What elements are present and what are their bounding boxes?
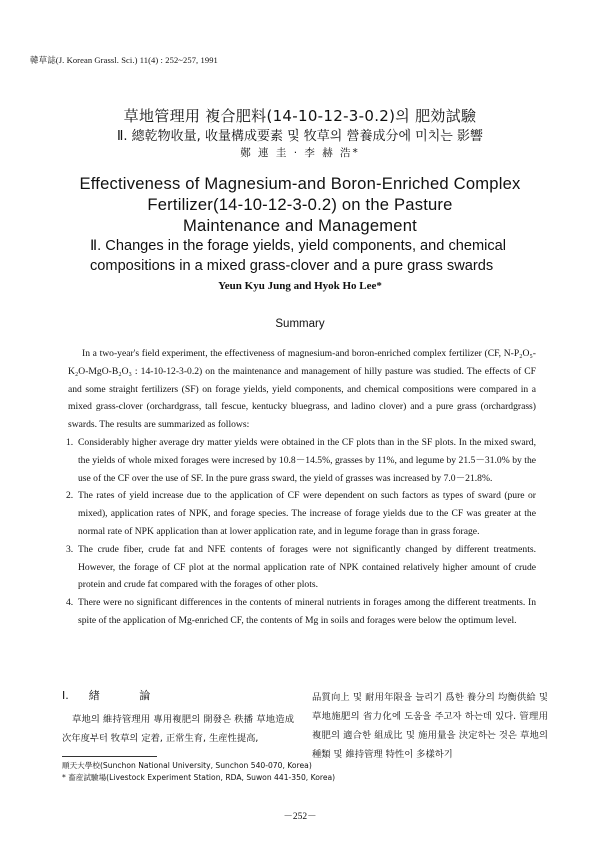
summary-item-number: 2. (66, 490, 74, 502)
introduction-heading-title: 緖 論 (88, 689, 169, 702)
summary-item-text: There were no significant differences in the contents of mineral nutrients in forages among the different treatments. In spite of the application of Mg-enriched CF, the contents of Mg in soils and forages were below the optimum level. (78, 597, 536, 626)
introduction-heading-number: Ⅰ. (62, 689, 69, 702)
footnote-affiliation-1: 順天大學校(Sunchon National University, Sunchon 540-070, Korea) (62, 761, 312, 770)
summary-item-text: The rates of yield increase due to the application of CF were dependent on such factors as types of sward (pure or mixed), application rates of NPK, and forage species. The increase of forage yields due to the CF was greater at the normal rate of NPK application than at lower application rate, and in legume forage than in grass forage. (78, 490, 536, 537)
summary-item-3 (68, 541, 536, 594)
summary-item-text: The crude fiber, crude fat and NFE contents of forages were not significantly changed by different treatments. However, the forage of CF plot at the normal application rate of NPK contained relatively higher amount of crude protein and crude fat compared with the forages of other plots. (78, 543, 536, 591)
english-subtitle-line-2: compositions in a mixed grass-clover and a pure grass swards (90, 258, 494, 274)
summary-item-1 (68, 434, 536, 487)
summary-item-text: Considerably higher average dry matter yields were obtained in the CF plots than in the SF plots. In the mixed sward, the yields of whole mixed forages were incresed by 10.8－14.5%, grasses by 11%, and legume by 21.5－31.0% by the use of the CF over the use of SF. In the pure grass sward, the yield of grasses was increased by 7.0－21.8%. (78, 436, 536, 484)
journal-citation: 韓草誌(J. Korean Grassl. Sci.) 11(4) : 252~257, 1991 (30, 55, 218, 65)
korean-authors: 鄭 連 圭 · 李 赫 浩* (240, 147, 360, 159)
summary-item-number: 4. (66, 597, 74, 609)
introduction-heading (62, 687, 168, 703)
summary-item-2 (68, 487, 536, 540)
summary-item-4 (68, 594, 536, 630)
summary-item-number: 1. (66, 436, 74, 448)
summary-list (68, 434, 536, 630)
page-number: －252－ (283, 812, 317, 822)
korean-subtitle: Ⅱ. 總乾物收量, 收量構成要素 및 牧草의 營養成分에 미치는 影響 (117, 129, 483, 144)
english-title-line-1: Effectiveness of Magnesium-and Boron-Enriched Complex (79, 174, 521, 193)
summary-item-number: 3. (66, 543, 74, 555)
korean-title: 草地管理用 複合肥料(14-10-12-3-0.2)의 肥効試驗 (123, 107, 477, 125)
introduction-left-column (62, 710, 294, 748)
summary-heading: Summary (275, 318, 325, 330)
footnote-divider (62, 756, 157, 757)
introduction-right-column (312, 688, 548, 764)
english-subtitle-line-1: Ⅱ. Changes in the forage yields, yield components, and chemical (90, 238, 507, 254)
summary-intro: In a two-year's field experiment, the effectiveness of magnesium-and boron-enriched complex fertilizer (CF, N-P₂O₅-K₂O-MgO-B₂O₃ : 14-10-12-3-0.2) on the maintenance and management of hilly pasture was studied. The effects of CF and some straight fertilizers (SF) on forage yields, yield components, and chemical compositions were compared in a mixed grass-clover (orchardgrass, tall fescue, kentucky bluegrass, and ladino clover) and a pure grass (orchardgrass) swards. The results are summarized as follows: (68, 348, 536, 431)
english-title-line-2: Fertilizer(14-10-12-3-0.2) on the Pasture (147, 195, 453, 214)
introduction-right-text: 品質向上 및 耐用年限을 늘리기 爲한 養分의 均衡供給 및 草地施肥의 省力化에 도움을 주고자 하는데 있다. 管理用 複肥의 適合한 組成比 및 施用量을 決定하는 것은 草地의 種類 및 維持管理 特性이 多樣하기 (312, 692, 548, 760)
introduction-left-text: 草地의 維持管理用 專用複肥의 開發은 秩播 草地造成 次年度부터 牧草의 定着, 正常生育, 生産性提高, (62, 714, 294, 744)
english-title-line-3: Maintenance and Management (183, 216, 417, 235)
english-authors: Yeun Kyu Jung and Hyok Ho Lee* (218, 280, 382, 292)
summary-body (68, 345, 536, 630)
footnote-affiliation-2: * 畜産試驗場(Livestock Experiment Station, RDA, Suwon 441-350, Korea) (62, 773, 336, 782)
